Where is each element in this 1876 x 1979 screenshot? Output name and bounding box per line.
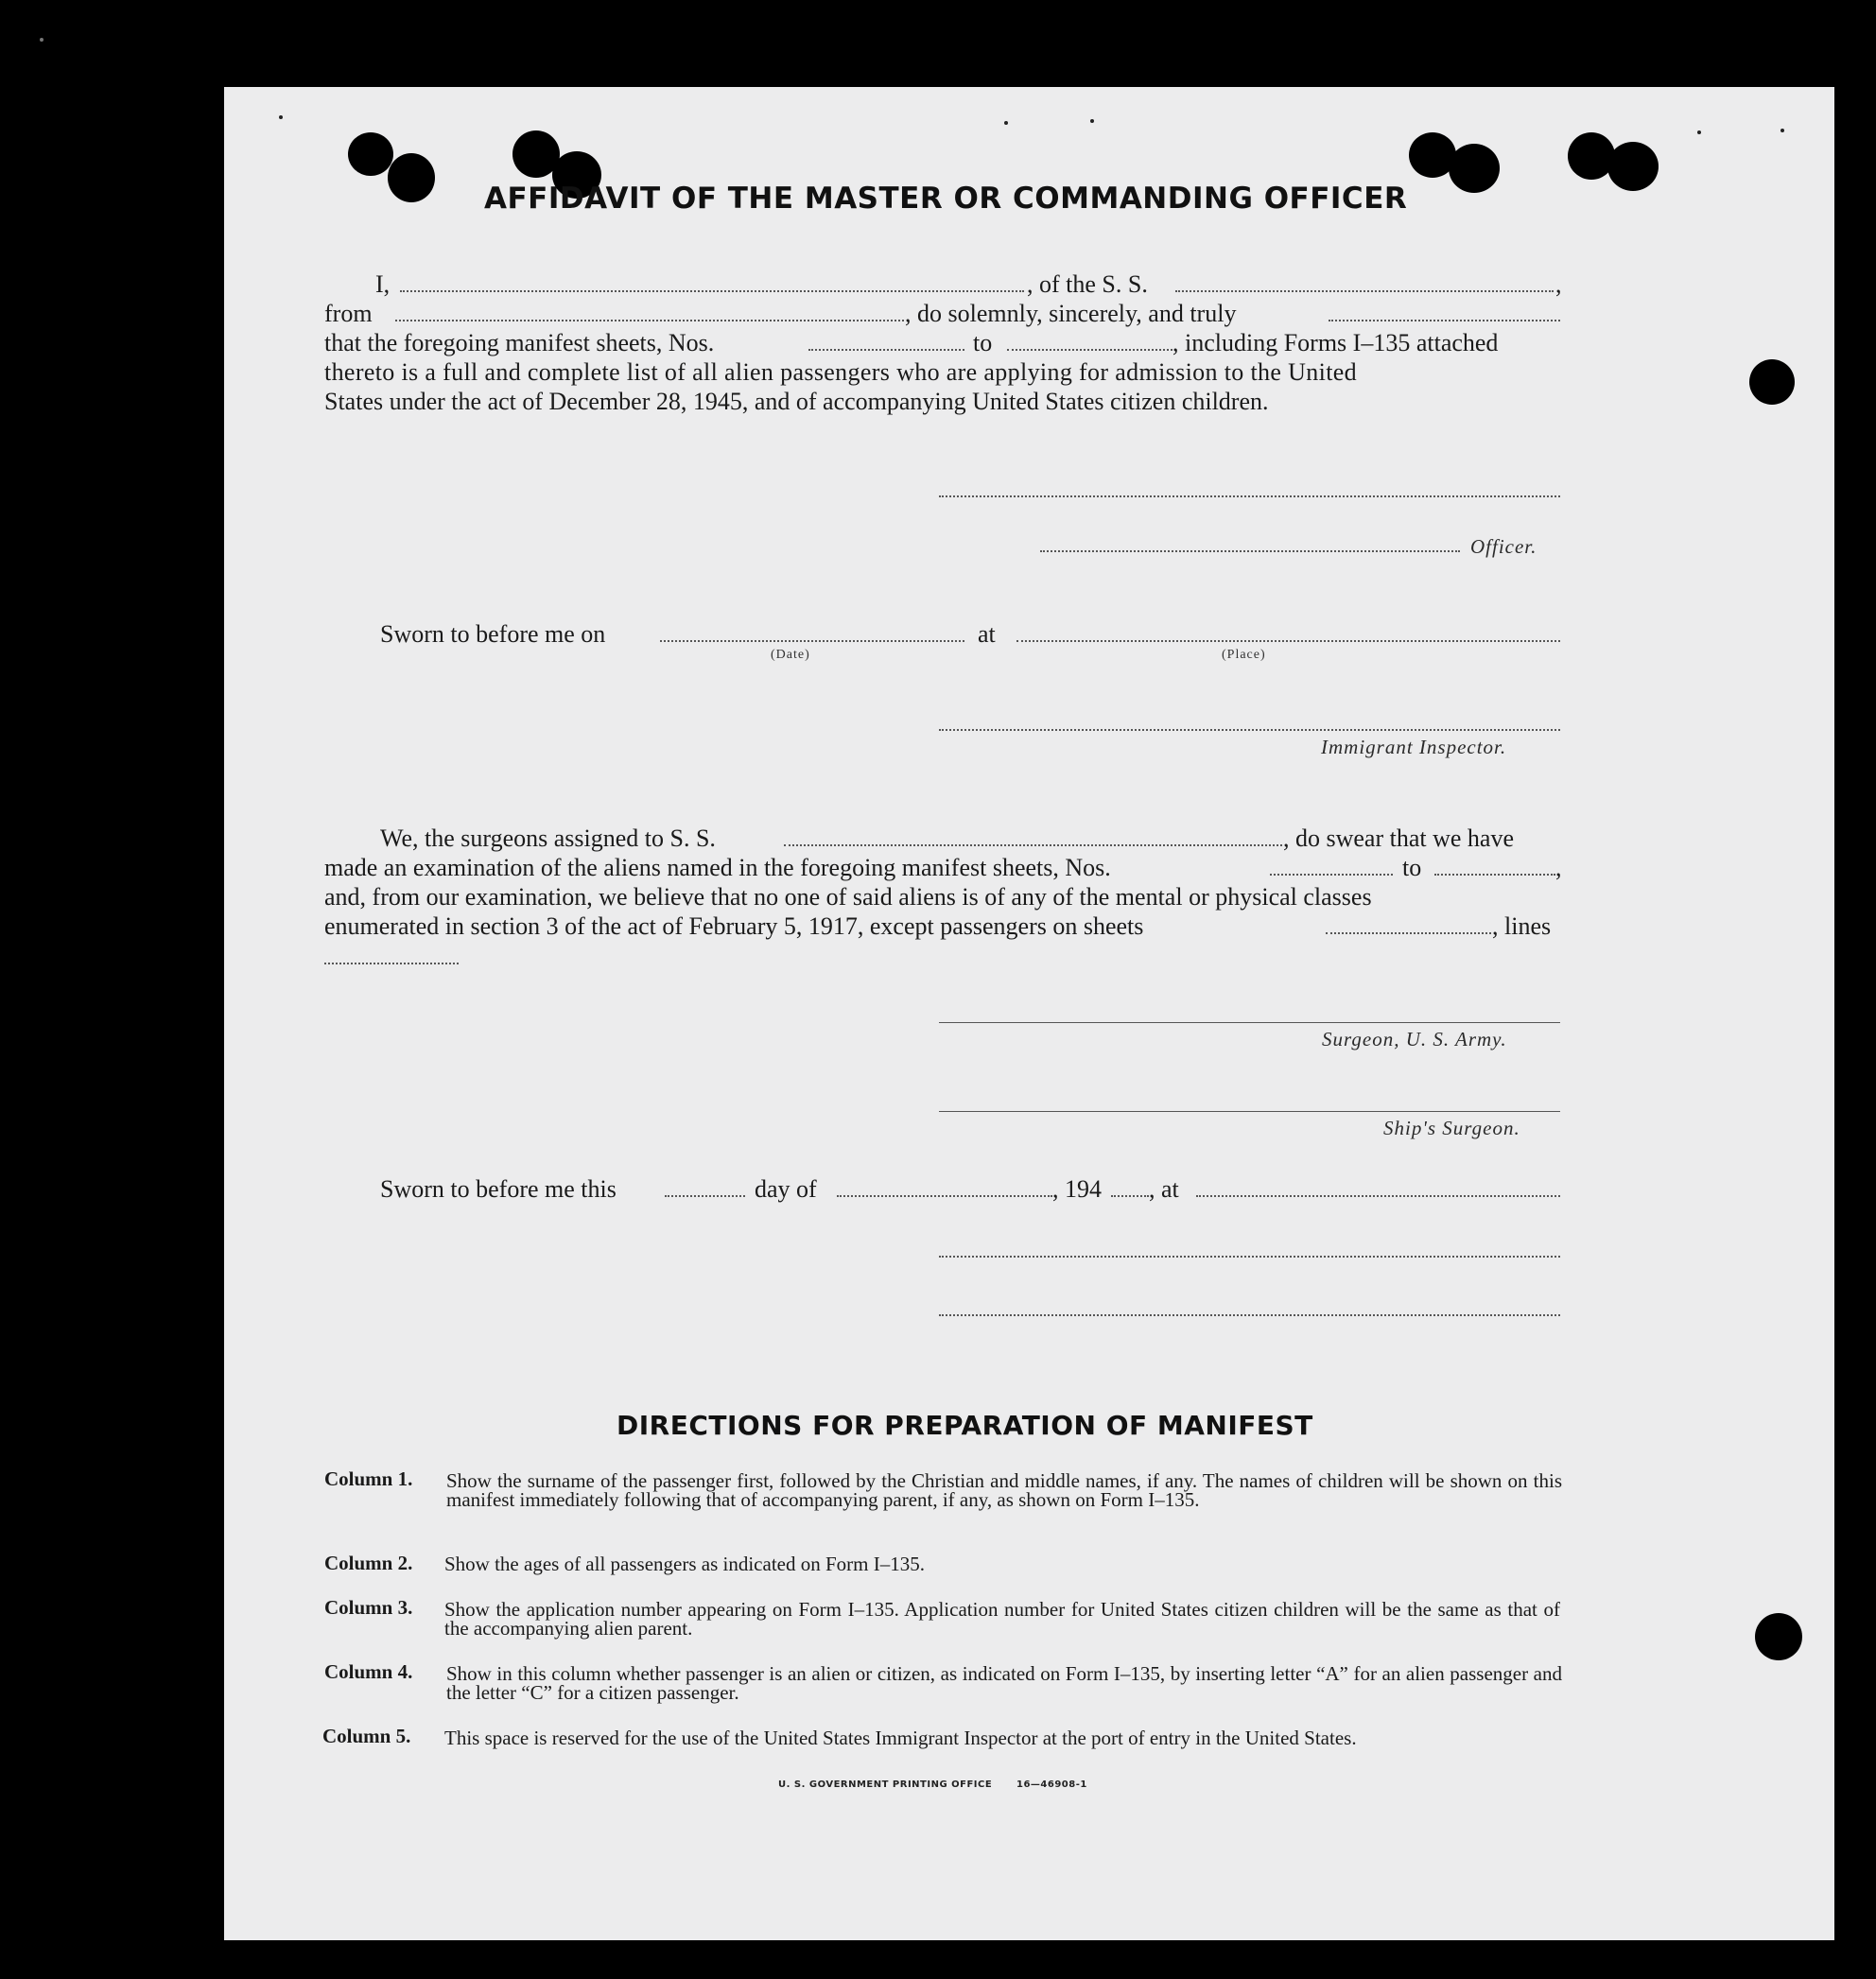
affidavit-line1-i: I, xyxy=(375,270,391,298)
surgeon-sheet-from-field[interactable] xyxy=(1270,874,1393,876)
inspector-title-line-2[interactable] xyxy=(939,1314,1560,1316)
surgeons-line4-b: , lines xyxy=(1492,912,1552,940)
column-3-text: Show the application number appearing on Form I–135. Application number for United States citizen children will be the same as that of the accompanying alien parent. xyxy=(444,1598,1560,1640)
lines-field[interactable] xyxy=(324,963,459,964)
sworn-place-field[interactable] xyxy=(1016,640,1560,642)
day-of-label: day of xyxy=(755,1175,817,1203)
officer-signature-line[interactable] xyxy=(939,495,1560,497)
sworn-at-place-label: , at xyxy=(1149,1175,1179,1203)
affidavit-line3-to: to xyxy=(973,329,993,356)
sheet-to-field[interactable] xyxy=(1007,349,1172,351)
ship-surgeon-label: Ship's Surgeon. xyxy=(1383,1117,1520,1139)
surgeon-ship-field[interactable] xyxy=(784,844,1282,846)
surgeons-line1-b: , do swear that we have xyxy=(1283,825,1515,852)
punch-hole xyxy=(388,153,435,202)
surgeons-line1-a: We, the surgeons assigned to S. S. xyxy=(380,825,716,852)
punch-hole xyxy=(1749,359,1795,405)
directions-title: DIRECTIONS FOR PREPARATION OF MANIFEST xyxy=(617,1410,1313,1441)
speck xyxy=(40,38,43,42)
year-label: , 194 xyxy=(1052,1175,1102,1203)
sworn-month-field[interactable] xyxy=(837,1195,1052,1197)
printer-imprint: U. S. GOVERNMENT PRINTING OFFICE xyxy=(778,1779,993,1790)
sworn-place-2-field[interactable] xyxy=(1196,1195,1560,1197)
ship-name-field[interactable] xyxy=(1175,290,1554,292)
date-caption: (Date) xyxy=(771,648,810,662)
sworn-on-label: Sworn to before me on xyxy=(380,620,606,648)
speck xyxy=(1697,130,1701,134)
sworn-at-label: at xyxy=(978,620,996,648)
affidavit-line4: thereto is a full and complete list of all alien passengers who are applying for admission to the United xyxy=(324,358,1358,386)
officer-label: Officer. xyxy=(1470,535,1537,558)
column-4-label: Column 4. xyxy=(324,1660,413,1683)
punch-hole xyxy=(1449,144,1500,193)
army-surgeon-label: Surgeon, U. S. Army. xyxy=(1322,1028,1507,1050)
punch-hole xyxy=(1607,142,1659,191)
form-code: 16—46908-1 xyxy=(1016,1779,1087,1790)
column-2-label: Column 2. xyxy=(324,1552,413,1574)
speck xyxy=(279,115,283,119)
surgeon-sheet-to-field[interactable] xyxy=(1434,874,1555,876)
column-3-label: Column 3. xyxy=(324,1596,413,1619)
surgeons-line2-end: , xyxy=(1555,854,1562,881)
column-2-text: Show the ages of all passengers as indicated on Form I–135. xyxy=(444,1553,925,1575)
column-4-text: Show in this column whether passenger is an alien or citizen, as indicated on Form I–135, by inserting letter “A” for an alien passenger and the letter “C” for a citizen passenger. xyxy=(446,1662,1562,1704)
inspector-signature-line-2[interactable] xyxy=(939,1256,1560,1258)
speck xyxy=(1004,121,1008,125)
year-digit-field[interactable] xyxy=(1111,1195,1149,1197)
speck xyxy=(1090,119,1094,123)
affidavit-line2-do: , do solemnly, sincerely, and truly xyxy=(905,300,1237,327)
affidavit-line3-a: that the foregoing manifest sheets, Nos. xyxy=(324,329,715,356)
sworn-this-label: Sworn to before me this xyxy=(380,1175,617,1203)
surgeons-line2-to: to xyxy=(1402,854,1422,881)
affidavit-line5: States under the act of December 28, 1945, and of accompanying United States citizen children. xyxy=(324,388,1269,415)
speck xyxy=(1780,129,1784,132)
surgeons-line3: and, from our examination, we believe that no one of said aliens is of any of the mental or physical classes xyxy=(324,883,1372,911)
ship-surgeon-signature-line[interactable] xyxy=(939,1111,1560,1112)
inspector-signature-line[interactable] xyxy=(939,729,1560,731)
sworn-date-field[interactable] xyxy=(660,640,964,642)
except-sheets-field[interactable] xyxy=(1326,932,1491,934)
punch-hole xyxy=(1755,1613,1802,1660)
oath-field[interactable] xyxy=(1329,320,1560,321)
army-surgeon-signature-line[interactable] xyxy=(939,1022,1560,1023)
sheet-from-field[interactable] xyxy=(808,349,964,351)
column-1-text: Show the surname of the passenger first, followed by the Christian and middle names, if any. The names of children will be shown on this manifest immediately following that of accompanying parent, if any, as shown on Form I–135. xyxy=(446,1469,1562,1511)
column-5-text: This space is reserved for the use of the United States Immigrant Inspector at the port of entry in the United States. xyxy=(444,1727,1357,1749)
affidavit-title: AFFIDAVIT OF THE MASTER OR COMMANDING OFFICER xyxy=(484,182,1408,216)
affidavit-line3-b: , including Forms I–135 attached xyxy=(1172,329,1499,356)
affidavit-line1-end: , xyxy=(1555,270,1562,298)
punch-hole xyxy=(348,132,393,176)
affidavit-line2-from: from xyxy=(324,300,373,327)
inspector-label: Immigrant Inspector. xyxy=(1321,736,1507,758)
master-name-field[interactable] xyxy=(400,290,1024,292)
sworn-day-field[interactable] xyxy=(665,1195,745,1197)
column-5-label: Column 5. xyxy=(322,1725,411,1747)
place-caption: (Place) xyxy=(1222,648,1266,662)
surgeons-line2-a: made an examination of the aliens named in the foregoing manifest sheets, Nos. xyxy=(324,854,1111,881)
surgeons-line4-a: enumerated in section 3 of the act of February 5, 1917, except passengers on sheets xyxy=(324,912,1144,940)
port-from-field[interactable] xyxy=(395,320,904,321)
column-1-label: Column 1. xyxy=(324,1467,413,1490)
affidavit-line1-ss: , of the S. S. xyxy=(1027,270,1148,298)
officer-title-line[interactable] xyxy=(1040,550,1460,552)
